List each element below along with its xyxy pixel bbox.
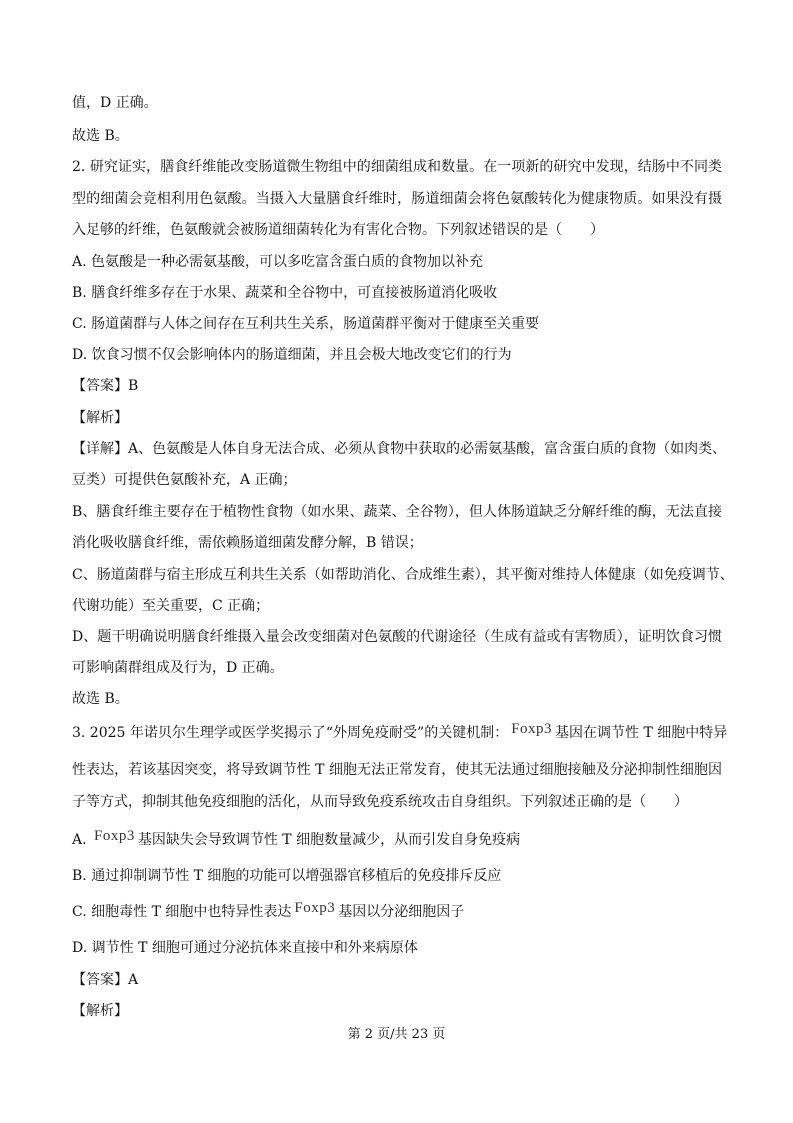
q3-option-d: D. 调节性 T 细胞可通过分泌抗体来直接中和外来病原体 (72, 940, 418, 956)
q2-detail-line: 【详解】A、色氨酸是人体自身无法合成、必须从食物中获取的必需氨基酸，富含蛋白质的食物（如肉类、 (72, 441, 727, 457)
q2-detail-line: 可影响菌群组成及行为，D 正确。 (72, 660, 284, 676)
q3-option-c (72, 901, 722, 923)
prev-answer-tail-line: 值，D 正确。 (72, 95, 158, 111)
q2-detail-line: 豆类）可提供色氨酸补充，A 正确； (72, 472, 297, 488)
q3-stem-text: 基因在调节性 T 细胞中特异 (555, 725, 728, 741)
q2-option-a: A. 色氨酸是一种必需氨基酸，可以多吃富含蛋白质的食物加以补充 (72, 254, 484, 270)
q2-detail-line: 消化吸收膳食纤维，需依赖肠道细菌发酵分解，B 错误； (72, 535, 423, 551)
option-text: 基因以分泌细胞因子 (338, 904, 465, 920)
q2-detail-line: 代谢功能）至关重要，C 正确； (72, 598, 270, 614)
option-text: C. 细胞毒性 T 细胞中也特异性表达 (72, 904, 292, 920)
gene-name: Foxp3 (511, 721, 553, 737)
gene-name: Foxp3 (94, 828, 135, 844)
q3-answer: 【答案】A (72, 972, 139, 988)
q2-option-c: C. 肠道菌群与人体之间存在互利共生关系，肠道菌群平衡对于健康至关重要 (72, 316, 540, 332)
page-footer: 第 2 页/共 23 页 (347, 1027, 446, 1042)
q2-detail-line: C、肠道菌群与宿主形成互利共生关系（如帮助消化、合成维生素），其平衡对维持人体健康（如免疫调节、 (72, 567, 734, 583)
q2-stem-line: 2. 研究证实，膳食纤维能改变肠道微生物组中的细菌组成和数量。在一项新的研究中发现，结肠中不同类 (72, 159, 722, 175)
q3-stem-line: 性表达，若该基因突变，将导致调节性 T 细胞无法正常发育，使其无法通过细胞接触及分泌抑制性细胞因 (72, 762, 722, 778)
q2-choice-line: 故选 B。 (72, 691, 129, 707)
q2-stem-line: 入足够的纤维，色氨酸就会被肠道细菌转化为有害化合物。下列叙述错误的是（ ） (72, 222, 604, 238)
q2-answer: 【答案】B (72, 378, 139, 394)
option-text: 基因缺失会导致调节性 T 细胞数量减少，从而引发自身免疫病 (137, 832, 521, 848)
gene-name: Foxp3 (294, 900, 336, 916)
q3-stem-line: 子等方式，抑制其他免疫细胞的活化，从而导致免疫系统攻击自身组织。下列叙述正确的是（ ） (72, 794, 688, 810)
q3-option-a (72, 829, 722, 851)
q2-detail-line: D、题干明确说明膳食纤维摄入量会改变细菌对色氨酸的代谢途径（生成有益或有害物质），证明饮食习惯 (72, 629, 722, 645)
q2-stem-line: 型的细菌会竞相利用色氨酸。当摄入大量膳食纤维时，肠道细菌会将色氨酸转化为健康物质。如果没有摄 (72, 191, 722, 207)
q3-stem-line (72, 721, 728, 744)
q2-detail-line: B、膳食纤维主要存在于植物性食物（如水果、蔬菜、全谷物），但人体肠道缺乏分解纤维的酶，无法直接 (72, 504, 722, 520)
option-text: A. (72, 832, 92, 848)
q2-option-b: B. 膳食纤维多存在于水果、蔬菜和全谷物中，可直接被肠道消化吸收 (72, 285, 498, 301)
q3-analysis-label: 【解析】 (72, 1003, 128, 1019)
q3-stem-text: 3. 2025 年诺贝尔生理学或医学奖揭示了“外周免疫耐受”的关键机制： (72, 725, 509, 741)
q2-option-d: D. 饮食习惯不仅会影响体内的肠道细菌，并且会极大地改变它们的行为 (72, 347, 512, 363)
q3-option-b: B. 通过抑制调节性 T 细胞的功能可以增强器官移植后的免疫排斥反应 (72, 868, 502, 884)
q2-analysis-label: 【解析】 (72, 410, 128, 426)
prev-choice-line: 故选 B。 (72, 128, 129, 144)
